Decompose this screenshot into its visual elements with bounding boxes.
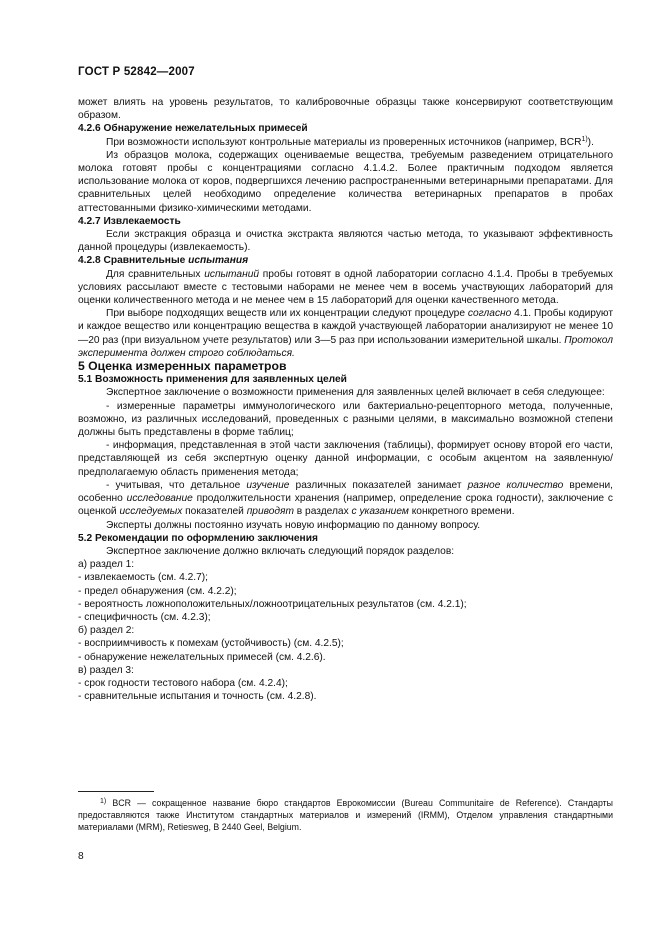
list-item: - извлекаемость (см. 4.2.7); xyxy=(78,572,208,584)
list-item: - сравнительные испытания и точность (см. 4.2.8). xyxy=(78,691,317,703)
paragraph-5-2-1: Экспертное заключение должно включать следующий порядок разделов: xyxy=(106,545,455,557)
footnote-divider xyxy=(78,791,154,792)
bullet-5-1-3 xyxy=(78,479,613,519)
paragraph-4-2-7-1: Если экстракция образца и очистка экстракта являются частью метода, то указывают эффективность данной процедуры (извлекаемость). xyxy=(78,229,613,254)
text-segment: 4.1. Пробы кодируют и каждое вещество или концентрацию вещества в каждой участвующей лаборатории анализируют не менее 10—20 раз (при визуальном учете результатов) или 3—5 раз при использовании измерительной шкалы. xyxy=(78,308,613,346)
text-segment: конкретного времени. xyxy=(408,506,515,518)
list-item-section-1: а) раздел 1: xyxy=(78,559,135,571)
footnote-ref: 1) xyxy=(581,135,588,143)
heading-5-1: 5.1 Возможность применения для заявленных целей xyxy=(78,374,347,386)
doc-header: ГОСТ Р 52842—2007 xyxy=(78,66,195,78)
heading-4-2-8 xyxy=(78,254,613,267)
paragraph-5-1-2: Эксперты должны постоянно изучать новую информацию по данному вопросу. xyxy=(106,519,481,531)
heading-4-2-7: 4.2.7 Извлекаемость xyxy=(78,215,181,227)
text-segment-italic: изучение xyxy=(246,479,290,491)
text-segment: 4.2.8 Сравнительные xyxy=(78,255,189,267)
text-segment: пробы готовят в одной лаборатории согласно 4.1.4. Пробы в требуемых условиях рассылают вместе с тестовыми наборами не менее чем в восемь участвующих лабораторий для оценки количественного метода и не менее чем в 15 лабораторий для оценки качественного метода. xyxy=(78,268,613,307)
text-segment-italic: разное количество xyxy=(467,479,564,491)
body-text xyxy=(78,96,613,703)
text-segment: времени, особенно xyxy=(78,479,613,505)
footnote-text: BCR — сокращенное название бюро стандартов Еврокомиссии (Bureau Communitaire de Reference). Стандарты предоставляются также Институтом стандартных материалов и измерений (IRMM), Отделом управления стандартными материалами (MRM), Retiesweg, B 2440 Geel, Belgium. xyxy=(78,798,613,832)
list-item: - вероятность ложноположительных/ложноотрицательных результатов (см. 4.2.1); xyxy=(78,598,467,610)
text-segment: При возможности используют контрольные материалы из проверенных источников (например, BCR xyxy=(106,136,582,148)
text-segment-italic: согласно xyxy=(467,308,512,320)
text-segment: различных показателей занимает xyxy=(289,479,468,491)
text-segment: Для сравнительных xyxy=(106,268,205,280)
page-number: 8 xyxy=(78,851,84,862)
text-segment-italic: испытаний xyxy=(204,268,260,280)
bullet-5-1-1: - измеренные параметры иммунологического или бактериально-рецепторного метода, полученные, возможно, из различных исследований, проведенных с разными целями, в максимально возможной степени должны быть представлены в форме таблиц; xyxy=(78,400,613,439)
list-item-section-2: б) раздел 2: xyxy=(78,625,135,637)
heading-4-2-6: 4.2.6 Обнаружение нежелательных примесей xyxy=(78,123,308,135)
heading-section-5: 5 Оценка измеренных параметров xyxy=(78,359,287,374)
list-item-section-3: в) раздел 3: xyxy=(78,664,134,676)
paragraph-4-2-8-2 xyxy=(78,307,613,360)
text-segment-italic: испытания xyxy=(188,255,249,267)
list-item: - срок годности тестового набора (см. 4.2.4); xyxy=(78,677,288,689)
text-segment-italic: приводят xyxy=(246,506,294,518)
text-segment-italic: Протокол эксперимента должен строго соблюдаться. xyxy=(78,334,613,359)
text-segment-italic: исследование xyxy=(126,493,193,505)
text-segment: - учитывая, что детальное xyxy=(106,479,247,491)
text-segment: показателей xyxy=(182,506,247,518)
bullet-5-1-2: - информация, представленная в этой части заключения (таблицы), формирует основу второй его части, представляющей из себя экспертную оценку данной информации, с особым акцентом на заявленную/ предполагаемую область применения метода; xyxy=(78,440,613,478)
text-segment: ). xyxy=(587,136,594,148)
list-item: - восприимчивость к помехам (устойчивость) (см. 4.2.5); xyxy=(78,638,344,650)
footnote xyxy=(78,798,613,833)
paragraph-4-2-8-1 xyxy=(78,268,613,308)
footnote-mark: 1) xyxy=(100,798,107,805)
text-segment: продолжительности хранения (например, определение срока годности), заключение с оценкой xyxy=(78,493,613,518)
paragraph-4-2-6-2: Из образцов молока, содержащих оцениваемые вещества, требуемым разведением отрицательного молока готовят пробы с концентрациями согласно 4.1.4.2. Более практичным подходом является использование молока от коров, подвергшихся лечению распространенными ветеринарными препаратами. Для сравнительных целей необходимо определение количества ветеринарных препаратов в пробах аттестованными физико-химическими методами. xyxy=(78,149,613,214)
paragraph-5-1-1: Экспертное заключение о возможности применения для заявленных целей включает в себя следующее: xyxy=(106,387,605,399)
list-item: - специфичность (см. 4.2.3); xyxy=(78,611,211,623)
list-item: - обнаружение нежелательных примесей (см. 4.2.6). xyxy=(78,651,326,663)
text-segment: При выборе подходящих веществ или их концентрации следуют процедуре xyxy=(106,308,468,320)
text-segment: в разделах xyxy=(293,506,352,518)
paragraph-4-2-6-1 xyxy=(78,136,613,149)
intro-paragraph: может влиять на уровень результатов, то калибровочные образцы также консервируют соответствующим образом. xyxy=(78,97,613,122)
heading-5-2: 5.2 Рекомендации по оформлению заключения xyxy=(78,532,318,544)
list-item: - предел обнаружения (см. 4.2.2); xyxy=(78,585,237,597)
text-segment-italic: исследуемых xyxy=(119,506,183,518)
text-segment-italic: с указанием xyxy=(351,506,409,518)
